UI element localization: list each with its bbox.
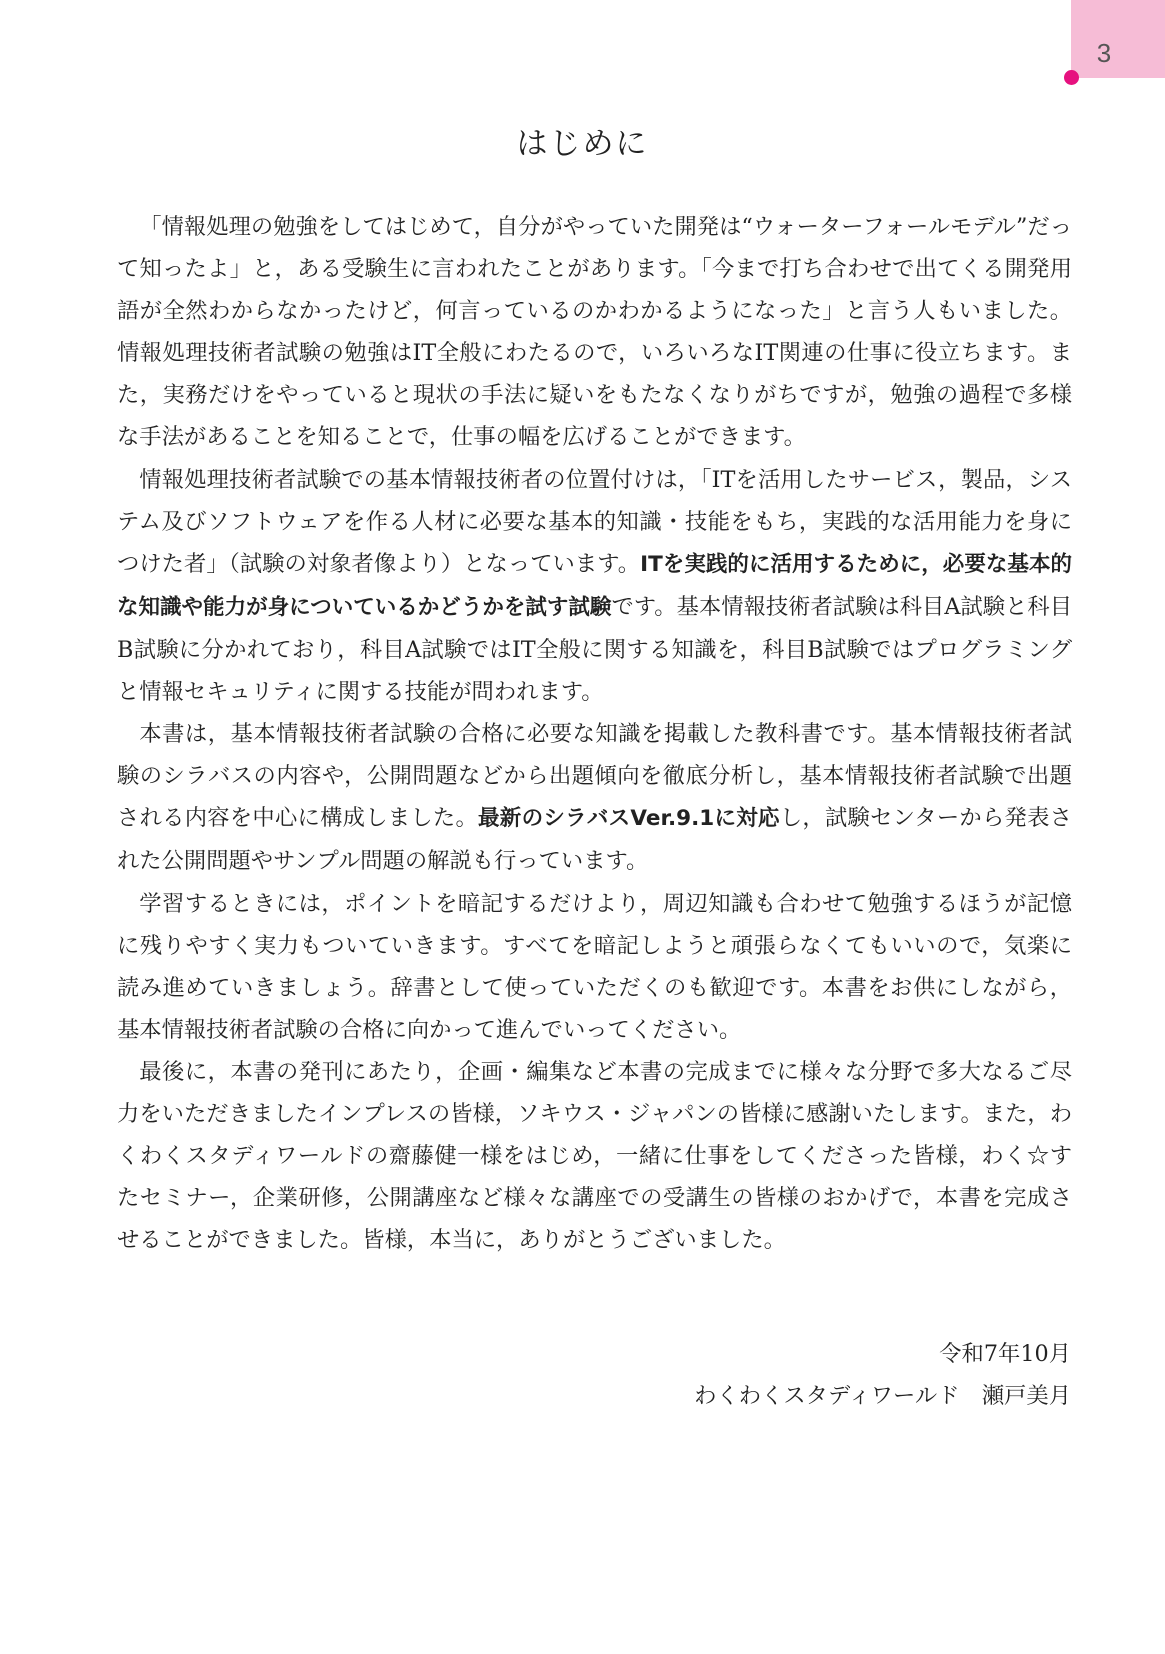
emphasis-text: ITを実践的に活用するために，必要な基本的な知識や能力が身についているかどうかを試す試験 [117,551,1072,620]
page-number: 3 [1096,38,1112,68]
paragraph-intro: 「情報処理の勉強をしてはじめて，自分がやっていた開発は“ウォーターフォールモデル”だって知ったよ」と，ある受験生に言われたことがあります。「今まで打ち合わせで出てくる開発用語が全然わからなかったけど，何言っているのかわかるようになった」と言う人もいました。情報処理技術者試験の勉強はIT全般にわたるので，いろいろなIT関連の仕事に役立ちます。また，実務だけをやっていると現状の手法に疑いをもたなくなりがちですが，勉強の過程で多様な手法があることを知ることで，仕事の幅を広げることができます。 [117,214,1072,451]
paragraph-text: です。基本情報技術者試験は科目A試験と科目B試験に分かれており，科目A試験ではIT全般に関する知識を，科目B試験ではプログラミングと情報セキュリティに関する技能が問われます。 [117,593,1072,706]
signature-date: 令和7年10月 [939,1341,1071,1367]
body-text [117,206,1072,1261]
signature [694,1333,1071,1417]
page-marker-dot [1064,70,1079,85]
emphasis-text: 最新のシラバスVer.9.1に対応 [478,806,780,832]
paragraph-text: し，試験センターから発表された公開問題やサンプル問題の解説も行っています。 [117,805,1072,875]
paragraph-acknowledgements: 最後に，本書の発刊にあたり，企画・編集など本書の完成までに様々な分野で多大なるご尽力をいただきましたインプレスの皆様，ソキウス・ジャパンの皆様に感謝いたします。また，わくわくスタディワールドの齋藤健一様をはじめ，一緒に仕事をしてくださった皆様，わく☆すたセミナー，企業研修，公開講座など様々な講座での受講生の皆様のおかげで，本書を完成させることができました。皆様，本当に，ありがとうございました。 [117,1058,1072,1254]
signature-author: わくわくスタディワールド 瀬戸美月 [694,1383,1071,1409]
paragraph-positioning [117,459,1072,714]
paragraph-text: 情報処理技術者試験での基本情報技術者の位置付けは，「ITを活用したサービス，製品，システム及びソフトウェアを作る人材に必要な基本的知識・技能をもち，実践的な活用能力を身につけた者」（試験の対象者像より）となっています。 [117,466,1072,577]
paragraph-about-book [117,713,1072,882]
paragraph-text: 本書は，基本情報技術者試験の合格に必要な知識を掲載した教科書です。基本情報技術者試験のシラバスの内容や，公開問題などから出題傾向を徹底分析し，基本情報技術者試験で出題される内容を中心に構成しました。 [117,721,1072,832]
page-tab [1071,0,1165,78]
paragraph-study-advice: 学習するときには，ポイントを暗記するだけより，周辺知識も合わせて勉強するほうが記憶に残りやすく実力もついていきます。すべてを暗記しようと頑張らなくてもいいので，気楽に読み進めていきましょう。辞書として使っていただくのも歓迎です。本書をお供にしながら，基本情報技術者試験の合格に向かって進んでいってください。 [117,890,1072,1043]
page-title: はじめに [516,126,649,162]
